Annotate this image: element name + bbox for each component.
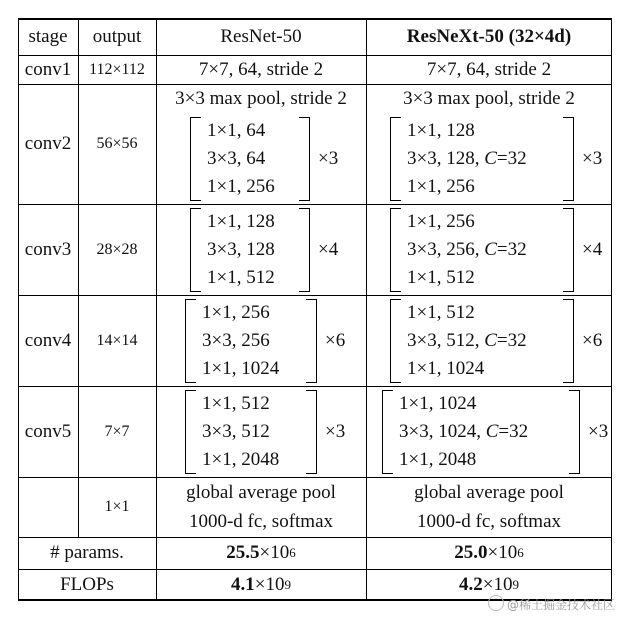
right-bracket xyxy=(563,117,574,201)
left-bracket xyxy=(382,390,393,474)
flops-resnet: 4.1 ×10 9 xyxy=(231,573,291,595)
conv2-output: 56×56 xyxy=(96,135,138,152)
block-line: 1×1, 256 xyxy=(407,211,475,232)
repeat-count: ×3 xyxy=(588,421,609,442)
block-line: 1×1, 64 xyxy=(207,120,266,141)
block-line: 1×1, 2048 xyxy=(202,449,280,470)
block-line: 3×3, 512 xyxy=(202,421,270,442)
repeat-count: ×6 xyxy=(325,330,346,351)
final-resnext-pool: global average pool xyxy=(414,482,564,503)
conv5-resnext-block xyxy=(382,390,608,474)
conv3-output: 28×28 xyxy=(96,240,138,258)
params-resnet: 25.5 ×10 6 xyxy=(226,542,296,563)
right-bracket xyxy=(306,299,317,383)
block-line: 3×3, 512, C=32 xyxy=(407,330,527,351)
block-line: 1×1, 1024 xyxy=(202,358,280,379)
conv4-resnet-block xyxy=(185,299,345,383)
block-line: 1×1, 1024 xyxy=(399,393,477,414)
right-bracket xyxy=(299,117,310,201)
watermark xyxy=(488,595,615,613)
left-bracket xyxy=(185,299,196,383)
repeat-count: ×3 xyxy=(325,421,346,442)
repeat-count: ×4 xyxy=(582,239,603,260)
repeat-count: ×3 xyxy=(582,148,603,169)
flops-label: FLOPs xyxy=(60,573,114,595)
right-bracket xyxy=(299,208,310,292)
left-bracket xyxy=(390,299,401,383)
conv4-stage: conv4 xyxy=(24,329,72,351)
block-line: 1×1, 256 xyxy=(207,176,275,197)
repeat-count: ×3 xyxy=(318,148,339,169)
block-line: 3×3, 128, C=32 xyxy=(407,148,527,169)
block-line: 1×1, 256 xyxy=(407,176,475,197)
conv4-output: 14×14 xyxy=(96,331,138,349)
cardinality: C=32 xyxy=(485,421,529,442)
conv5-resnet-block xyxy=(185,390,345,474)
resnet-comparison-table xyxy=(18,18,612,601)
block-line: 3×3, 64 xyxy=(207,148,266,169)
final-resnet-pool: global average pool xyxy=(186,482,336,503)
params-resnext: 25.0 ×10 6 xyxy=(454,542,524,563)
left-bracket xyxy=(390,117,401,201)
block-line: 3×3, 1024, C=32 xyxy=(399,421,529,442)
cardinality: C=32 xyxy=(484,330,527,351)
left-bracket xyxy=(390,208,401,292)
conv1-stage: conv1 xyxy=(24,58,72,80)
conv1-resnext: 7×7, 64, stride 2 xyxy=(426,58,552,80)
conv2-resnext-block xyxy=(390,117,602,201)
header-resnet: ResNet-50 xyxy=(220,25,302,47)
conv5-output: 7×7 xyxy=(104,422,130,440)
params-label: # params. xyxy=(50,542,124,563)
conv3-resnext-block xyxy=(390,208,602,292)
conv2-pool-resnet: 3×3 max pool, stride 2 xyxy=(175,88,347,109)
block-line: 3×3, 256, C=32 xyxy=(407,239,527,260)
left-bracket xyxy=(190,208,201,292)
block-line: 1×1, 2048 xyxy=(399,449,477,470)
left-bracket xyxy=(185,390,196,474)
block-line: 1×1, 512 xyxy=(407,302,475,323)
header-resnext: ResNeXt-50 (32×4d) xyxy=(406,25,572,47)
conv4-resnext-block xyxy=(390,299,602,383)
right-bracket xyxy=(569,390,580,474)
conv1-output: 112×112 xyxy=(89,60,145,78)
block-line: 1×1, 512 xyxy=(202,393,270,414)
repeat-count: ×4 xyxy=(318,239,339,260)
conv3-stage: conv3 xyxy=(24,238,72,260)
right-bracket xyxy=(306,390,317,474)
header-stage: stage xyxy=(28,25,68,47)
flops-resnext: 4.2 ×10 9 xyxy=(459,573,519,595)
conv2-stage: conv2 xyxy=(24,133,72,154)
block-line: 1×1, 128 xyxy=(407,120,475,141)
right-bracket xyxy=(563,299,574,383)
conv2-resnet-block xyxy=(190,117,338,201)
right-bracket xyxy=(563,208,574,292)
block-line: 1×1, 128 xyxy=(207,211,275,232)
block-line: 1×1, 512 xyxy=(207,267,275,288)
block-line: 1×1, 1024 xyxy=(407,358,485,379)
watermark-icon xyxy=(488,595,504,611)
block-line: 3×3, 256 xyxy=(202,330,270,351)
cardinality: C=32 xyxy=(484,239,527,260)
conv5-stage: conv5 xyxy=(24,420,72,442)
block-line: 1×1, 256 xyxy=(202,302,270,323)
cardinality: C=32 xyxy=(484,148,527,169)
watermark-text: @稀土掘金技术社区 xyxy=(506,598,615,612)
conv2-pool-resnext: 3×3 max pool, stride 2 xyxy=(403,88,575,109)
final-resnet-fc: 1000-d fc, softmax xyxy=(188,511,334,532)
conv3-resnet-block xyxy=(190,208,338,292)
final-output: 1×1 xyxy=(104,498,130,515)
repeat-count: ×6 xyxy=(582,330,603,351)
conv1-resnet: 7×7, 64, stride 2 xyxy=(198,58,324,80)
block-line: 3×3, 128 xyxy=(207,239,275,260)
final-resnext-fc: 1000-d fc, softmax xyxy=(416,511,562,532)
header-output: output xyxy=(92,25,142,47)
left-bracket xyxy=(190,117,201,201)
block-line: 1×1, 512 xyxy=(407,267,475,288)
